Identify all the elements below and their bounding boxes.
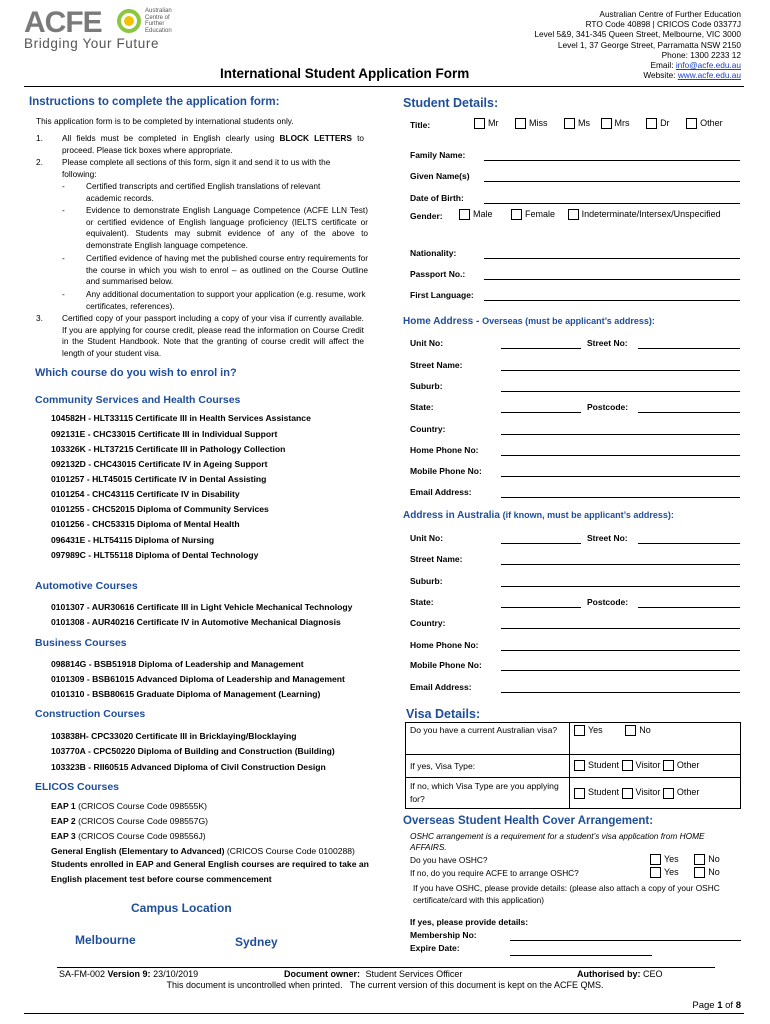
oshc-option-label: No [708, 867, 720, 877]
home-state-label: State: [410, 402, 434, 412]
visa-table [405, 722, 741, 809]
first-language-field[interactable] [484, 300, 740, 301]
bullet-mark: - [62, 205, 65, 215]
instr-num: 1. [36, 133, 43, 143]
oshc-have-yes-checkbox[interactable] [650, 854, 661, 865]
course-option[interactable]: 0101254 - CHC43115 Certificate IV in Disability [51, 489, 240, 499]
aus-suburb-label: Suburb: [410, 576, 443, 586]
title-mr-checkbox[interactable] [474, 118, 485, 129]
course-option[interactable]: 096431E - HLT54115 Diploma of Nursing [51, 535, 215, 545]
home-email-field[interactable] [501, 497, 740, 498]
aus-email-field[interactable] [501, 692, 740, 693]
visa-option-label: Other [676, 787, 700, 798]
footer-doc-info [59, 969, 198, 979]
title-ms-checkbox[interactable] [564, 118, 575, 129]
org-line: Phone: 1300 2233 12 [661, 49, 741, 60]
community-heading: Community Services and Health Courses [35, 394, 241, 406]
dob-label: Date of Birth: [410, 193, 464, 203]
gender-female-checkbox[interactable] [511, 209, 522, 220]
title-label: Title: [410, 120, 431, 130]
home-suburb-field[interactable] [501, 391, 740, 392]
elicos-heading: ELICOS Courses [35, 781, 120, 793]
aus-postcode-label: Postcode: [587, 597, 629, 607]
visa-option-label: Student [588, 787, 620, 798]
instr-num: 3. [36, 313, 43, 323]
page-title: International Student Application Form [220, 66, 470, 81]
aus-state-field[interactable] [501, 607, 581, 608]
home-state-field[interactable] [501, 412, 581, 413]
membership-label: Membership No: [410, 930, 477, 940]
gender-options [459, 209, 721, 220]
course-option[interactable]: 098814G - BSB51918 Diploma of Leadership and Management [51, 659, 304, 669]
logo-swirl-icon [116, 8, 142, 34]
page-total: 8 [735, 1000, 741, 1011]
owner-label: Document owner: [284, 969, 361, 979]
home-country-label: Country: [410, 424, 446, 434]
visa-option-label: Other [676, 760, 700, 770]
oshc-option-label: Yes [664, 867, 679, 877]
membership-field[interactable] [510, 940, 741, 941]
instr-bullet: Evidence to demonstrate English Language Competence (ACFE LLN Test) or certified evidence of English language proficiency (IELTS certificate or equivalent). Students may submit evidence of any of the above to demonstrate English language competence. [86, 205, 368, 250]
logo [24, 6, 184, 50]
aus-street-no-label: Street No: [587, 533, 628, 543]
oshc-q2: If no, do you require ACFE to arrange OSHC? [410, 868, 579, 878]
aus-suburb-field[interactable] [501, 586, 740, 587]
course-option[interactable]: 0101307 - AUR30616 Certificate III in Light Vehicle Mechanical Technology [51, 602, 353, 612]
instr-bullet: Certified transcripts and certified English translations of relevant academic records. [86, 181, 321, 203]
course-name: General English (Elementary to Advanced) [51, 846, 225, 856]
home-country-field[interactable] [501, 434, 740, 435]
course-option[interactable]: 092131E - CHC33015 Certificate III in Individual Support [51, 429, 278, 439]
aus-phone-field[interactable] [501, 650, 740, 651]
home-street-name-field[interactable] [501, 370, 740, 371]
gender-label: Gender: [410, 211, 443, 221]
home-postcode-field[interactable] [638, 412, 740, 413]
course-option-eap1[interactable] [51, 801, 207, 811]
gender-option-label: Female [525, 209, 556, 219]
visa-option-label: Student [588, 760, 620, 770]
course-option-general[interactable] [51, 846, 355, 856]
aus-country-label: Country: [410, 618, 446, 628]
home-phone-label: Home Phone No: [410, 445, 479, 455]
visa-apply-student-checkbox[interactable] [574, 788, 585, 799]
course-code: (CRICOS Course Code 098557G) [78, 816, 208, 826]
visa-question: Do you have a current Australian visa? [406, 723, 570, 755]
oshc-heading: Overseas Student Health Cover Arrangement: [403, 815, 654, 827]
tagline: Bridging Your Future [24, 36, 160, 51]
aus-address-heading [403, 510, 674, 521]
oshc-have-no-checkbox[interactable] [694, 854, 705, 865]
website-label: Website: [643, 70, 676, 81]
course-option[interactable]: 0101256 - CHC53315 Diploma of Mental Health [51, 519, 240, 529]
nationality-label: Nationality: [410, 248, 457, 258]
email-link[interactable]: info@acfe.edu.au [675, 60, 741, 71]
home-suburb-label: Suburb: [410, 381, 443, 391]
visa-answer [570, 723, 741, 755]
home-street-no-field[interactable] [638, 348, 740, 349]
title-mrs-checkbox[interactable] [601, 118, 612, 129]
gender-male-checkbox[interactable] [459, 209, 470, 220]
course-option[interactable]: 0101308 - AUR40216 Certificate IV in Automotive Mechanical Diagnosis [51, 617, 341, 627]
oshc-if-yes-label: If yes, please provide details: [410, 917, 529, 927]
instr-text: All fields must be completed in English clearly using [62, 133, 275, 143]
heading-sub: (if known, must be applicant’s address): [502, 510, 674, 520]
title-options [474, 118, 723, 129]
aus-unit-label: Unit No: [410, 533, 444, 543]
oshc-q1: Do you have OSHC? [410, 855, 488, 865]
bullet-mark: - [62, 289, 65, 299]
authorised-label: Authorised by: [577, 969, 641, 979]
title-option-label: Ms [578, 118, 591, 128]
given-names-label: Given Name(s) [410, 171, 470, 181]
owner-value: Student Services Officer [365, 969, 463, 979]
footer-authorised [577, 969, 663, 979]
page-of: of [725, 1000, 734, 1011]
heading-main: Address in Australia [403, 510, 500, 521]
course-option-eap3[interactable] [51, 831, 206, 841]
family-name-field[interactable] [484, 160, 740, 161]
title-option-label: Miss [529, 118, 548, 128]
course-option[interactable]: 103838H- CPC33020 Certificate III in Bricklaying/Blocklaying [51, 731, 297, 741]
logo-sub-line: Education [145, 27, 172, 34]
gender-option-label: Male [473, 209, 493, 219]
aus-state-label: State: [410, 597, 434, 607]
title-option-label: Mrs [614, 118, 630, 128]
course-option[interactable]: 092132D - CHC43015 Certificate IV in Ageing Support [51, 459, 268, 469]
gender-option-label: Indeterminate/Intersex/Unspecified [581, 209, 721, 219]
title-option-label: Other [700, 118, 723, 128]
visa-question: If no, which Visa Type are you applying for? [406, 778, 570, 809]
construction-heading: Construction Courses [35, 708, 146, 720]
instructions-heading: Instructions to complete the application form: [29, 96, 280, 108]
visa-row [406, 778, 741, 809]
instr-item-2: Please complete all sections of this form, sign it and send it to us with the following: [62, 157, 331, 179]
visa-answer [570, 755, 741, 778]
visa-apply-other-checkbox[interactable] [663, 788, 674, 799]
passport-label: Passport No.: [410, 269, 466, 279]
course-option[interactable]: 0101255 - CHC52015 Diploma of Community Services [51, 504, 269, 514]
page-current: 1 [717, 1000, 723, 1011]
bullet-mark: - [62, 181, 65, 191]
home-phone-field[interactable] [501, 455, 740, 456]
home-mobile-label: Mobile Phone No: [410, 466, 482, 476]
org-website [534, 70, 741, 80]
aus-mobile-field[interactable] [501, 670, 740, 671]
visa-type-other-checkbox[interactable] [663, 760, 674, 771]
course-name: EAP 1 [51, 801, 76, 811]
given-names-field[interactable] [484, 181, 740, 182]
footer-uncontrolled: This document is uncontrolled when printed. The current version of this document is kept on the ACFE QMS. [166, 980, 604, 990]
elicos-note: Students enrolled in EAP and General English courses are required to take an English placement test before course commencement [51, 859, 369, 884]
visa-heading: Visa Details: [406, 707, 481, 721]
visa-option-label: Visitor [635, 760, 661, 770]
course-code: (CRICOS Course Code 098555K) [78, 801, 208, 811]
home-mobile-field[interactable] [501, 476, 740, 477]
version-label: Version 9: [107, 969, 151, 979]
course-code: (CRICOS Course Code 0100288) [226, 846, 355, 856]
org-line: RTO Code 40898 | CRICOS Code 03377J [585, 19, 741, 30]
logo-sub-line: Centre of [145, 14, 170, 21]
oshc-q1-options [650, 854, 720, 865]
instr-bullet: Certified evidence of having met the published course entry requirements for the course in which you wish to enrol – as outlined on the Course Outline and summarised below. [86, 253, 368, 287]
authorised-value: CEO [643, 969, 663, 979]
instr-item-3: Certified copy of your passport including a copy of your visa if currently available. If you are applying for course credit, please read the information on Course Credit in the Student Handbook. Note that the granting of course credit will affect the length of your student visa. [62, 313, 364, 358]
aus-street-name-field[interactable] [501, 564, 740, 565]
heading-sub: Overseas (must be applicant’s address): [482, 316, 655, 326]
visa-option-label: Yes [588, 725, 603, 735]
visa-type-visitor-checkbox[interactable] [622, 760, 633, 771]
instructions-intro: This application form is to be completed by international students only. [36, 116, 294, 126]
oshc-option-label: Yes [664, 854, 679, 864]
first-language-label: First Language: [410, 290, 474, 300]
title-option-label: Dr [660, 118, 670, 128]
heading-main: Home Address - [403, 316, 483, 327]
visa-question: If yes, Visa Type: [406, 755, 570, 778]
home-address-heading [403, 316, 655, 327]
org-details [534, 9, 741, 80]
course-option[interactable]: 0101310 - BSB80615 Graduate Diploma of Management (Learning) [51, 689, 321, 699]
oshc-arrange-no-checkbox[interactable] [694, 867, 705, 878]
course-option[interactable]: 103770A - CPC50220 Diploma of Building and Construction (Building) [51, 746, 335, 756]
title-dr-checkbox[interactable] [646, 118, 657, 129]
instr-bold: BLOCK LETTERS [279, 133, 352, 143]
bullet-mark: - [62, 253, 65, 263]
course-option-eap2[interactable] [51, 816, 208, 826]
instr-item-1 [62, 133, 364, 156]
campus-heading: Campus Location [131, 901, 232, 915]
course-question: Which course do you wish to enrol in? [35, 367, 237, 379]
logo-sub-line: Further [145, 21, 165, 28]
email-label: Email: [650, 60, 674, 71]
visa-row [406, 723, 741, 755]
website-link[interactable]: www.acfe.edu.au [677, 70, 741, 81]
aus-unit-field[interactable] [501, 543, 581, 544]
title-miss-checkbox[interactable] [515, 118, 526, 129]
course-option[interactable]: 0101257 - HLT45015 Certificate IV in Dental Assisting [51, 474, 267, 484]
expiry-label: Expire Date: [410, 943, 460, 953]
version-date: 23/10/2019 [153, 969, 199, 979]
aus-email-label: Email Address: [410, 682, 472, 692]
aus-country-field[interactable] [501, 628, 740, 629]
student-details-heading: Student Details: [403, 96, 499, 110]
automotive-heading: Automotive Courses [35, 580, 138, 592]
home-unit-label: Unit No: [410, 338, 444, 348]
aus-postcode-field[interactable] [638, 607, 740, 608]
logo-subtext [145, 8, 172, 34]
doc-code: SA-FM-002 [59, 969, 106, 979]
home-street-no-label: Street No: [587, 338, 628, 348]
course-name: EAP 2 [51, 816, 76, 826]
instr-bullet: Any additional documentation to support your application (e.g. resume, work certificates, references). [86, 289, 366, 311]
course-option[interactable]: 0101309 - BSB61015 Advanced Diploma of Leadership and Management [51, 674, 345, 684]
aus-mobile-label: Mobile Phone No: [410, 660, 482, 670]
course-option[interactable]: 097989C - HLT55118 Diploma of Dental Technology [51, 550, 259, 560]
home-email-label: Email Address: [410, 487, 472, 497]
nationality-field[interactable] [484, 258, 740, 259]
home-unit-field[interactable] [501, 348, 581, 349]
oshc-note: OSHC arrangement is a requirement for a student’s visa application from HOME AFFAIRS. [410, 831, 705, 852]
instr-num: 2. [36, 157, 43, 167]
footer-owner [284, 969, 462, 979]
visa-option-label: No [639, 725, 651, 735]
header-rule [24, 86, 744, 87]
page-number [692, 1000, 741, 1011]
footer-rule [57, 967, 715, 968]
logo-sub-line: Australian [145, 8, 172, 14]
visa-type-student-checkbox[interactable] [574, 760, 585, 771]
expiry-field[interactable] [510, 955, 652, 956]
oshc-q2-options [650, 867, 720, 878]
title-other-checkbox[interactable] [686, 118, 697, 129]
oshc-arrange-yes-checkbox[interactable] [650, 867, 661, 878]
aus-street-no-field[interactable] [638, 543, 740, 544]
org-line: Level 1, 37 George Street, Parramatta NSW 2150 [557, 39, 741, 50]
logo-text: ACFE [24, 6, 102, 39]
page-bottom-rule [24, 1013, 744, 1014]
org-line: Australian Centre of Further Education [599, 9, 741, 19]
aus-street-name-label: Street Name: [410, 554, 463, 564]
instr-text: to proceed. Please tick boxes where appropriate. [62, 133, 364, 155]
campus-sydney[interactable]: Sydney [235, 935, 278, 949]
dob-field[interactable] [484, 203, 740, 204]
family-name-label: Family Name: [410, 150, 466, 160]
visa-yes-checkbox[interactable] [574, 725, 585, 736]
page-label: Page [692, 1000, 715, 1011]
course-code: (CRICOS Course Code 098556J) [78, 831, 206, 841]
home-street-name-label: Street Name: [410, 360, 463, 370]
org-line: Level 5&9, 341-345 Queen Street, Melbourne, VIC 3000 [534, 29, 741, 40]
visa-row [406, 755, 741, 778]
home-postcode-label: Postcode: [587, 402, 629, 412]
campus-melbourne[interactable]: Melbourne [75, 933, 136, 947]
course-name: EAP 3 [51, 831, 76, 841]
course-option[interactable]: 103323B - RII60515 Advanced Diploma of Civil Construction Design [51, 762, 326, 772]
visa-no-checkbox[interactable] [625, 725, 636, 736]
course-option[interactable]: 103326K - HLT37215 Certificate III in Pathology Collection [51, 444, 286, 454]
org-email [534, 60, 741, 70]
oshc-option-label: No [708, 854, 720, 864]
oshc-details-text: If you have OSHC, please provide details: (please also attach a copy of your OSHC certificate/card with this application) [413, 883, 720, 905]
gender-indeterminate-checkbox[interactable] [568, 209, 579, 220]
visa-option-label: Visitor [635, 787, 661, 798]
title-option-label: Mr [488, 118, 499, 128]
business-heading: Business Courses [35, 637, 127, 649]
passport-field[interactable] [484, 279, 740, 280]
aus-phone-label: Home Phone No: [410, 640, 479, 650]
visa-answer [570, 778, 741, 809]
course-option[interactable]: 104582H - HLT33115 Certificate III in Health Services Assistance [51, 413, 311, 423]
visa-apply-visitor-checkbox[interactable] [622, 788, 633, 799]
